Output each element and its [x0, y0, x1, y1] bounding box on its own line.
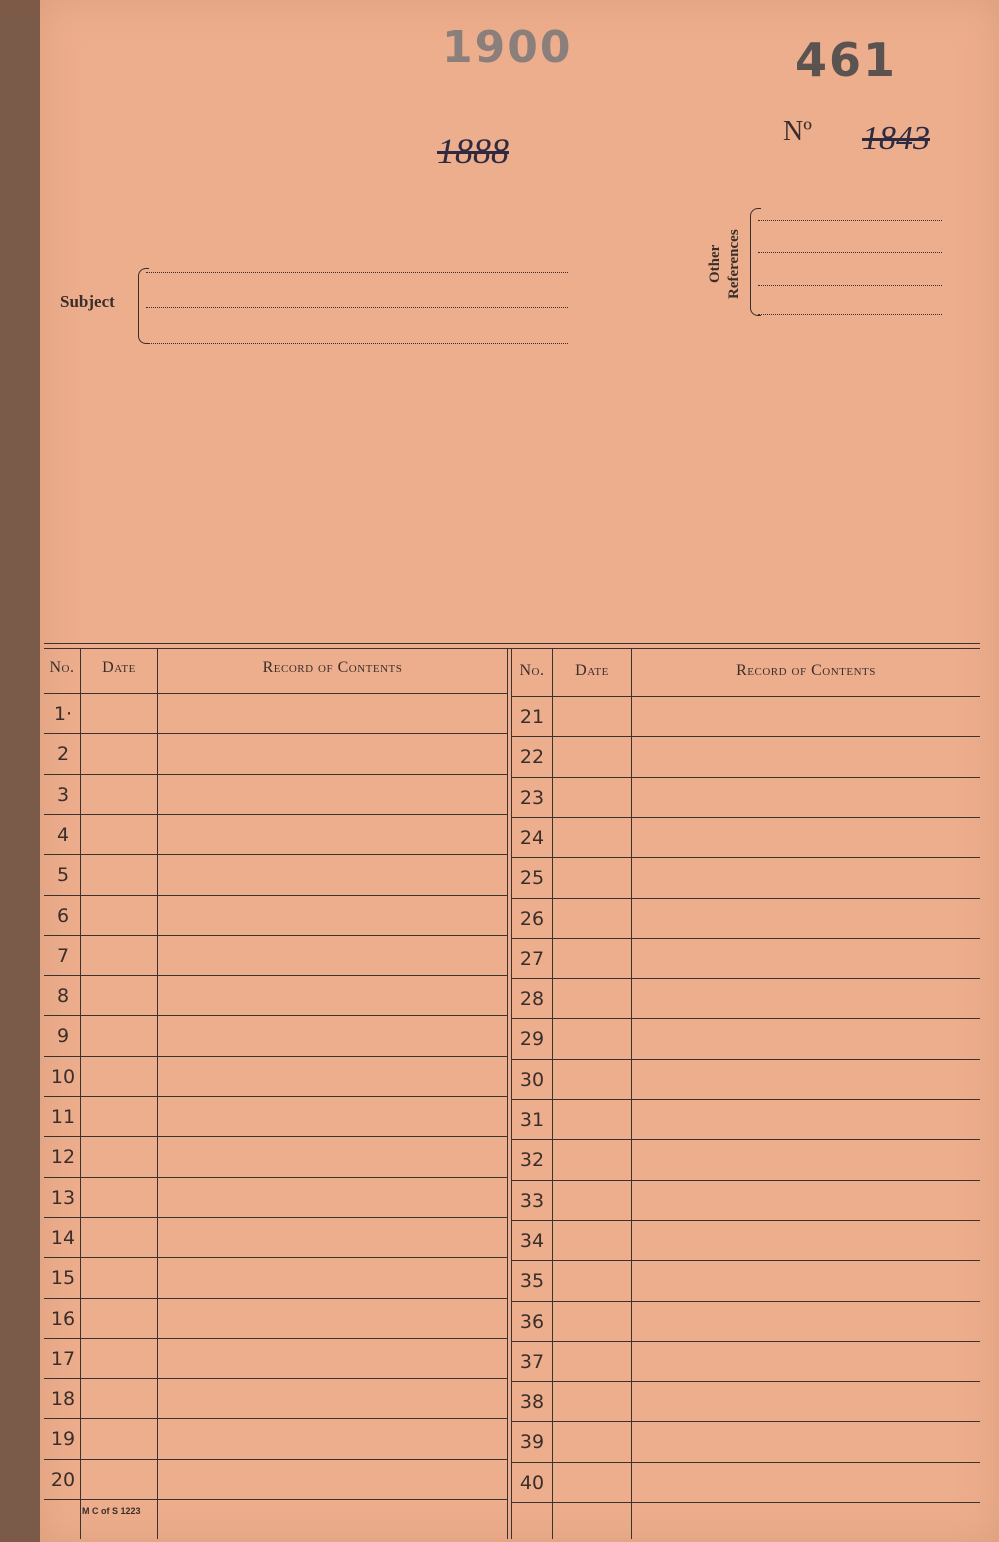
right-row-rule: [512, 857, 980, 858]
right-row-number: 22: [519, 746, 545, 769]
stamped-file-number: 461: [795, 33, 898, 87]
left-row-rule: [44, 1298, 507, 1299]
right-header-record: Record of Contents: [736, 662, 876, 679]
subject-line-3[interactable]: [146, 343, 568, 344]
right-row-number: 24: [519, 826, 545, 849]
left-row-number: 14: [50, 1226, 76, 1249]
left-row-rule: [44, 1459, 507, 1460]
left-row-rule: [44, 1418, 507, 1419]
left-header-record: Record of Contents: [262, 659, 403, 676]
left-row-number: 18: [50, 1388, 76, 1411]
right-row-number: 33: [519, 1189, 545, 1212]
right-row-rule: [512, 1381, 980, 1382]
left-row-rule: [44, 1217, 507, 1218]
left-row-number: 8: [56, 985, 70, 1008]
left-row-number: 11: [50, 1106, 76, 1128]
table-top-rule-2: [44, 648, 980, 649]
left-row-number: 16: [50, 1307, 76, 1330]
left-row-rule: [44, 1015, 507, 1016]
left-row-number: 5: [56, 864, 70, 887]
left-row-rule: [44, 975, 507, 976]
other-references-label: Other References: [707, 229, 742, 299]
left-row-number: 7: [56, 944, 70, 967]
right-row-rule: [512, 1301, 980, 1302]
right-row-rule: [512, 1502, 980, 1503]
left-row-rule: [44, 814, 507, 815]
left-row-rule: [44, 895, 507, 896]
left-header-rule: [44, 693, 507, 694]
left-row-rule: [44, 935, 507, 936]
right-row-number: 29: [519, 1028, 545, 1051]
right-row-number: 31: [519, 1109, 545, 1131]
other-references-line-3[interactable]: [758, 285, 942, 286]
right-row-rule: [512, 736, 980, 737]
left-row-rule: [44, 1136, 507, 1137]
right-row-number: 40: [519, 1471, 545, 1494]
number-label: Nº: [783, 116, 812, 147]
right-row-rule: [512, 1139, 980, 1140]
left-row-number: 17: [50, 1347, 76, 1370]
right-row-number: 25: [519, 867, 545, 890]
other-references-line-4[interactable]: [758, 314, 942, 315]
right-row-rule: [512, 1260, 980, 1261]
other-references-line-1[interactable]: [758, 220, 942, 221]
right-row-rule: [512, 978, 980, 979]
handwritten-number: 1843: [862, 120, 930, 157]
left-row-rule: [44, 1378, 507, 1379]
right-row-number: 21: [519, 706, 545, 728]
left-row-number: 4: [56, 823, 70, 846]
left-row-number: 10: [50, 1065, 76, 1088]
right-row-number: 23: [519, 786, 545, 809]
right-row-rule: [512, 938, 980, 939]
stamped-year: 1900: [442, 22, 573, 73]
left-row-number: 9: [56, 1025, 70, 1048]
right-row-number: 28: [519, 988, 545, 1011]
left-header-date: Date: [102, 659, 136, 676]
right-row-number: 39: [519, 1431, 545, 1454]
left-row-rule: [44, 1096, 507, 1097]
left-row-rule: [44, 854, 507, 855]
right-date-divider: [631, 649, 632, 1539]
left-row-number: 13: [50, 1186, 76, 1209]
right-row-rule: [512, 1341, 980, 1342]
right-row-number: 30: [519, 1068, 545, 1091]
subject-line-2[interactable]: [146, 307, 568, 308]
left-row-number: 1·: [53, 703, 73, 725]
right-row-number: 27: [519, 947, 545, 970]
right-row-number: 26: [519, 907, 545, 930]
right-row-rule: [512, 1220, 980, 1221]
right-row-rule: [512, 817, 980, 818]
other-references-line-2[interactable]: [758, 252, 942, 253]
right-row-rule: [512, 898, 980, 899]
subject-label: Subject: [60, 292, 115, 311]
left-row-number: 15: [50, 1267, 76, 1290]
left-row-number: 12: [50, 1146, 76, 1169]
right-header-rule: [512, 696, 980, 697]
left-row-rule: [44, 1257, 507, 1258]
table-top-rule-1: [44, 643, 980, 644]
left-header-no: No.: [49, 659, 75, 676]
right-row-rule: [512, 777, 980, 778]
left-row-rule: [44, 774, 507, 775]
right-row-rule: [512, 1018, 980, 1019]
right-row-number: 37: [519, 1350, 545, 1373]
right-no-divider: [552, 649, 553, 1539]
left-row-rule: [44, 1056, 507, 1057]
left-row-rule: [44, 733, 507, 734]
subject-line-1[interactable]: [146, 272, 568, 273]
left-row-number: 20: [50, 1468, 76, 1491]
left-date-divider: [157, 649, 158, 1539]
handwritten-year: 1888: [437, 131, 509, 171]
left-row-number: 19: [50, 1428, 76, 1451]
left-row-number: 3: [56, 783, 70, 806]
right-header-date: Date: [575, 662, 609, 679]
left-row-rule: [44, 1177, 507, 1178]
right-header-no: No.: [519, 662, 545, 679]
left-row-number: 2: [56, 743, 70, 766]
left-row-rule: [44, 1338, 507, 1339]
left-row-number: 6: [56, 904, 70, 927]
left-row-rule: [44, 1499, 507, 1500]
right-row-rule: [512, 1059, 980, 1060]
file-spine: [0, 18, 44, 1534]
right-row-rule: [512, 1099, 980, 1100]
other-references-bracket: [750, 208, 761, 316]
right-row-number: 34: [519, 1229, 545, 1252]
right-row-rule: [512, 1421, 980, 1422]
right-row-number: 36: [519, 1310, 545, 1333]
printer-imprint: M C of S 1223: [82, 1506, 141, 1516]
right-row-rule: [512, 1180, 980, 1181]
right-row-number: 38: [519, 1391, 545, 1414]
right-row-number: 32: [519, 1149, 545, 1172]
right-row-number: 35: [519, 1270, 545, 1293]
subject-bracket: [138, 268, 149, 344]
center-divider-a: [507, 649, 508, 1539]
right-row-rule: [512, 1462, 980, 1463]
